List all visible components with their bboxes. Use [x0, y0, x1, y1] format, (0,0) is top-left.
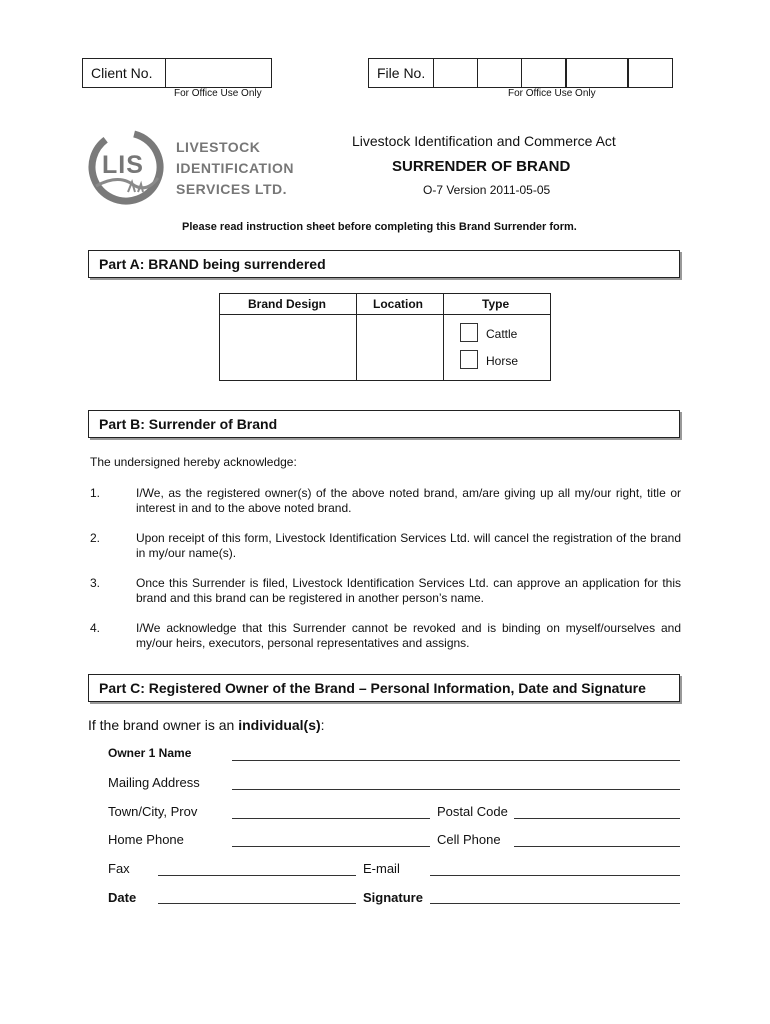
part-b-intro: The undersigned hereby acknowledge: — [90, 455, 297, 469]
part-c-intro: If the brand owner is an individual(s): — [88, 717, 325, 733]
home-phone-label: Home Phone — [108, 832, 184, 847]
email-input[interactable] — [430, 875, 680, 876]
owner1-label: Owner 1 Name — [108, 746, 192, 760]
mailing-label: Mailing Address — [108, 775, 200, 790]
brand-design-cell[interactable] — [220, 315, 356, 380]
signature-label: Signature — [363, 890, 423, 905]
logo-line-3: SERVICES LTD. — [176, 181, 288, 197]
cell-phone-label: Cell Phone — [437, 832, 501, 847]
item-1-number: 1. — [90, 486, 101, 500]
home-phone-input[interactable] — [232, 846, 430, 847]
client-office-note: For Office Use Only — [174, 88, 262, 99]
file-digit-3[interactable] — [521, 58, 566, 88]
col-location: Location — [373, 297, 423, 311]
item-4-text: I/We acknowledge that this Surrender cannot be revoked and is binding on myself/ourselves and my/our heirs, executors, personal representatives and assigns. — [136, 621, 681, 650]
client-no-box — [82, 58, 272, 88]
col-brand-design: Brand Design — [248, 297, 327, 311]
date-label: Date — [108, 890, 137, 905]
town-input[interactable] — [232, 818, 430, 819]
item-2-text: Upon receipt of this form, Livestock Identification Services Ltd. will cancel the registration of the brand in my/our name(s). — [136, 531, 681, 560]
logo-initials: LIS — [102, 151, 144, 179]
cell-phone-input[interactable] — [514, 846, 680, 847]
date-input[interactable] — [158, 903, 356, 904]
mailing-input[interactable] — [232, 789, 680, 790]
owner1-input[interactable] — [232, 760, 680, 761]
part-c-heading: Part C: Registered Owner of the Brand – Personal Information, Date and Signature — [88, 674, 680, 702]
item-3-number: 3. — [90, 576, 101, 590]
file-digit-5[interactable] — [627, 58, 675, 88]
cattle-label: Cattle — [486, 327, 518, 341]
fax-input[interactable] — [158, 875, 356, 876]
postal-input[interactable] — [514, 818, 680, 819]
form-version: O-7 Version 2011-05-05 — [423, 183, 551, 197]
item-3-text: Once this Surrender is filed, Livestock Identification Services Ltd. can approve an application for this brand and this brand can be registered in another person’s name. — [136, 576, 681, 605]
logo-line-1: LIVESTOCK — [176, 139, 261, 155]
email-label: E-mail — [363, 861, 400, 876]
part-b-heading: Part B: Surrender of Brand — [88, 410, 680, 438]
fax-label: Fax — [108, 861, 130, 876]
brand-table — [219, 293, 551, 381]
file-office-note: For Office Use Only — [508, 88, 596, 99]
client-no-field[interactable] — [165, 58, 273, 88]
signature-input[interactable] — [430, 903, 680, 904]
item-1-text: I/We, as the registered owner(s) of the above noted brand, am/are giving up all my/our right, title or interest in and to the above noted brand. — [136, 486, 681, 515]
brand-table-divider-2 — [443, 294, 444, 380]
cattle-checkbox[interactable] — [460, 323, 478, 342]
col-type: Type — [482, 297, 510, 311]
instruction-note: Please read instruction sheet before completing this Brand Surrender form. — [182, 221, 577, 233]
file-digit-1[interactable] — [433, 58, 478, 88]
part-a-heading: Part A: BRAND being surrendered — [88, 250, 680, 278]
item-4-number: 4. — [90, 621, 101, 635]
file-no-box — [368, 58, 673, 88]
form-title: SURRENDER OF BRAND — [392, 158, 571, 175]
file-digit-4[interactable] — [565, 58, 629, 88]
lis-logo — [88, 126, 294, 212]
file-no-label: File No. — [377, 65, 426, 81]
item-2-number: 2. — [90, 531, 101, 545]
horse-label: Horse — [486, 354, 519, 368]
client-no-label: Client No. — [91, 65, 153, 81]
horse-checkbox[interactable] — [460, 350, 478, 369]
logo-line-2: IDENTIFICATION — [176, 160, 294, 176]
act-title: Livestock Identification and Commerce Act — [352, 133, 616, 149]
location-cell[interactable] — [357, 315, 443, 380]
file-digit-2[interactable] — [477, 58, 522, 88]
postal-label: Postal Code — [437, 804, 508, 819]
town-label: Town/City, Prov — [108, 804, 198, 819]
